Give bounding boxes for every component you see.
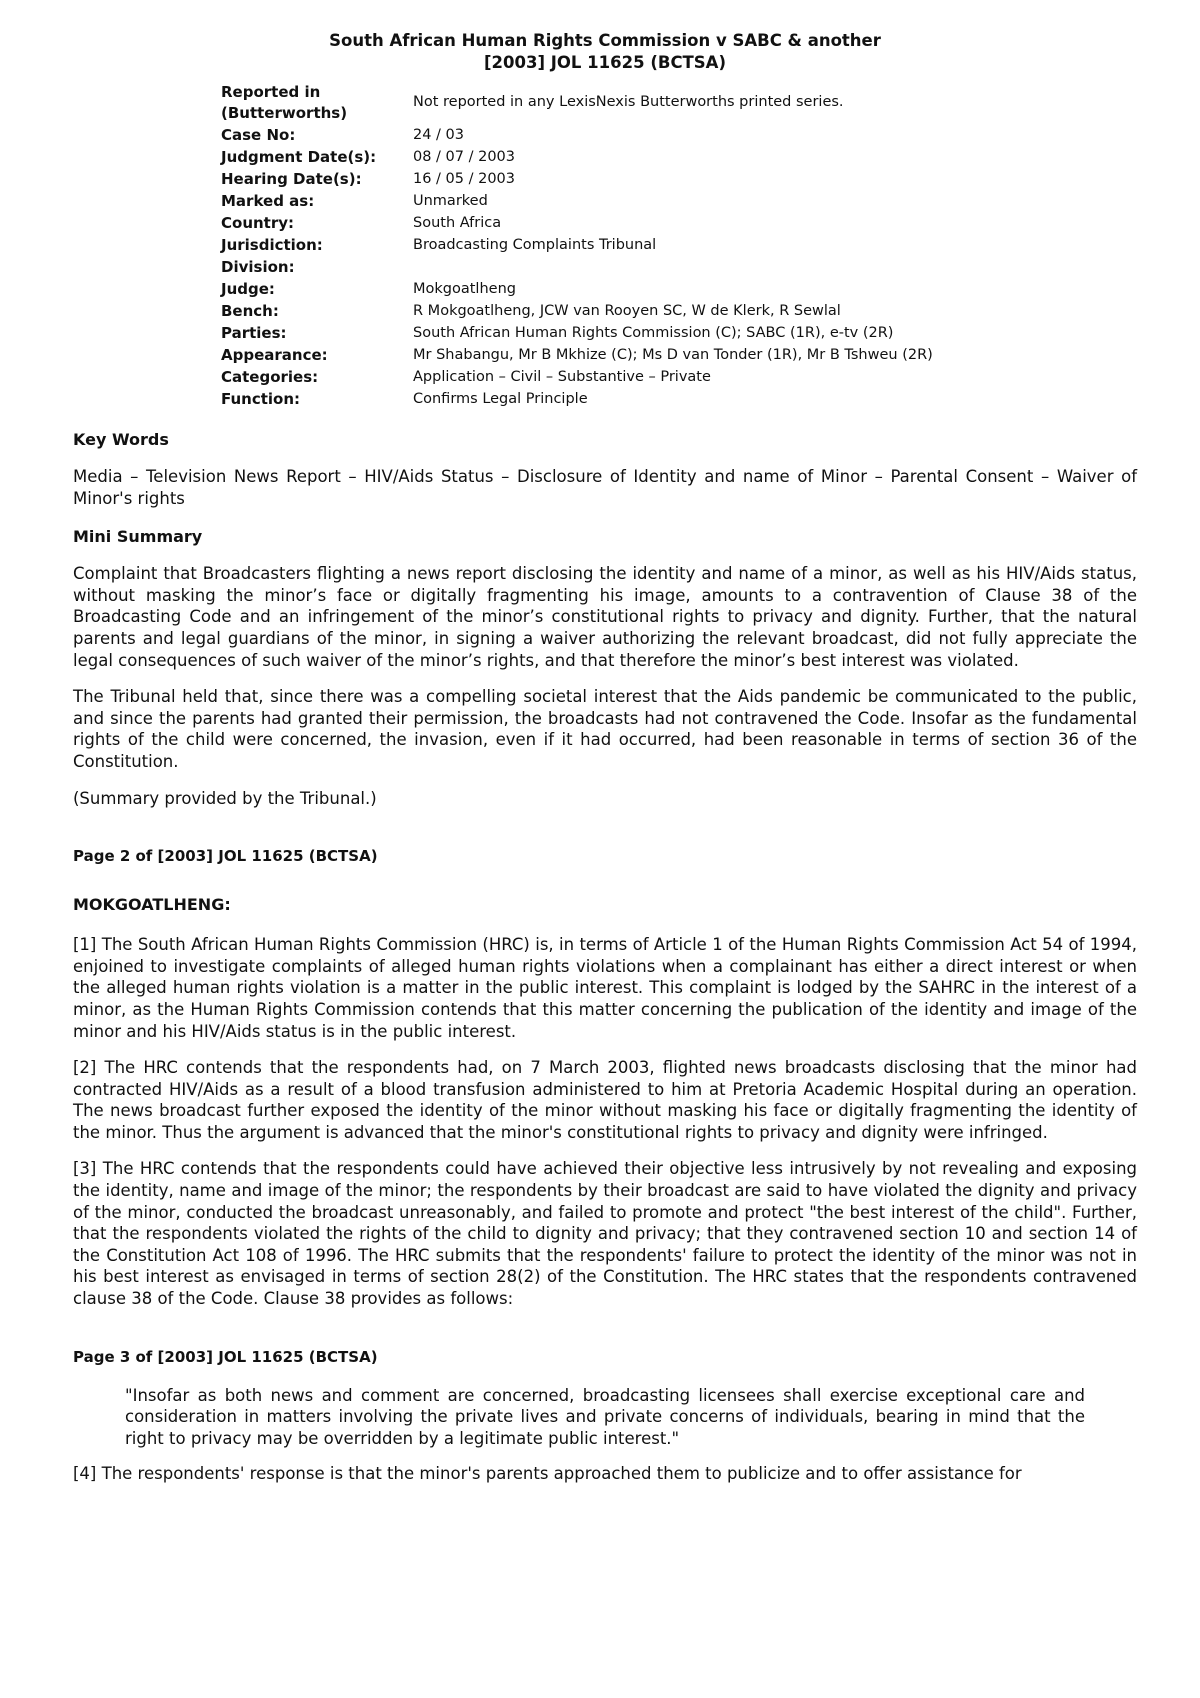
meta-key: Categories: — [221, 368, 319, 386]
judgment-paragraph: [1] The South African Human Rights Commission (HRC) is, in terms of Article 1 of the Human Rights Commission Act 54 of 1994, enjoined to investigate complaints of alleged human rights violations when a complainant has either a direct interest or when the alleged human rights violation is a matter in the public interest. This complaint is lodged by the SAHRC in the interest of a minor, as the Human Rights Commission contends that this matter concerning the publication of the identity and image of the minor and his HIV/Aids status is in the public interest. — [73, 935, 1137, 1041]
meta-row-hearing-date — [221, 169, 988, 191]
judge-heading: MOKGOATLHENG: — [73, 895, 231, 915]
meta-row-jurisdiction — [221, 235, 988, 257]
meta-value: R Mokgoatlheng, JCW van Rooyen SC, W de Klerk, R Sewlal — [413, 303, 841, 319]
meta-row-reported — [221, 82, 988, 125]
meta-row-categories — [221, 367, 988, 389]
judgment-paragraph: [2] The HRC contends that the respondents had, on 7 March 2003, flighted news broadcasts disclosing that the minor had contracted HIV/Aids as a result of a blood transfusion administered to him at Pretoria Academic Hospital during an operation. The news broadcast further exposed the identity of the minor without masking his face or digitally fragmenting the identity of the minor. Thus the argument is advanced that the minor's constitutional rights to privacy and dignity were infringed. — [73, 1058, 1137, 1142]
meta-key: Case No: — [221, 126, 296, 144]
meta-row-parties — [221, 323, 988, 345]
meta-row-division — [221, 257, 988, 279]
meta-row-case-no — [221, 125, 988, 147]
key-words-text: Media – Television News Report – HIV/Aids Status – Disclosure of Identity and name of Minor – Parental Consent – Waiver of Minor's rights — [73, 467, 1137, 508]
meta-value: Not reported in any LexisNexis Butterworths printed series. — [413, 94, 844, 110]
judgment-paragraph: [4] The respondents' response is that the minor's parents approached them to publicize and to offer assistance for — [73, 1464, 1022, 1484]
meta-row-marked-as — [221, 191, 988, 213]
meta-key: Reported in (Butterworths) — [221, 83, 348, 122]
meta-key: Bench: — [221, 302, 279, 320]
meta-key: Appearance: — [221, 346, 328, 364]
case-citation: [2003] JOL 11625 (BCTSA) — [484, 53, 726, 72]
meta-row-judge — [221, 279, 988, 301]
summary-note: (Summary provided by the Tribunal.) — [73, 788, 377, 808]
meta-key: Country: — [221, 214, 295, 232]
case-title-line1: South African Human Rights Commission v SABC & another — [329, 31, 881, 50]
meta-row-bench — [221, 301, 988, 323]
meta-row-country — [221, 213, 988, 235]
page-header: Page 3 of [2003] JOL 11625 (BCTSA) — [73, 1347, 378, 1366]
document-page — [73, 30, 1137, 1485]
meta-key: Parties: — [221, 324, 287, 342]
meta-value: Unmarked — [413, 193, 488, 209]
meta-value: South African Human Rights Commission (C); SABC (1R), e-tv (2R) — [413, 325, 894, 341]
meta-key: Judge: — [221, 280, 275, 298]
meta-key: Marked as: — [221, 192, 315, 210]
meta-value: 16 / 05 / 2003 — [413, 171, 516, 187]
case-title — [73, 30, 1137, 74]
meta-key: Division: — [221, 258, 295, 276]
page-header: Page 2 of [2003] JOL 11625 (BCTSA) — [73, 847, 378, 866]
meta-value — [413, 257, 988, 279]
block-quote: "Insofar as both news and comment are concerned, broadcasting licensees shall exercise exceptional care and consideration in matters involving the private lives and private concerns of individuals, bearing in mind that the right to privacy may be overridden by a legitimate public interest." — [125, 1385, 1085, 1448]
meta-key: Judgment Date(s): — [221, 148, 377, 166]
meta-value: 08 / 07 / 2003 — [413, 149, 516, 165]
meta-value: South Africa — [413, 215, 502, 231]
meta-value: Confirms Legal Principle — [413, 391, 588, 407]
meta-row-appearance — [221, 345, 988, 367]
meta-value: 24 / 03 — [413, 127, 465, 143]
meta-key: Hearing Date(s): — [221, 170, 362, 188]
key-words-heading: Key Words — [73, 430, 169, 449]
meta-key: Function: — [221, 390, 301, 408]
mini-summary-paragraph: Complaint that Broadcasters flighting a news report disclosing the identity and name of a minor, as well as his HIV/Aids status, without masking the minor’s face or digitally fragmenting his image, amounts to a contravention of Clause 38 of the Broadcasting Code and an infringement of the minor’s constitutional rights to privacy and dignity. Further, that the natural parents and legal guardians of the minor, in signing a waiver authorizing the relevant broadcast, did not fully appreciate the legal consequences of such waiver of the minor’s rights, and that therefore the minor’s best interest was violated. — [73, 564, 1137, 670]
mini-summary-paragraph: The Tribunal held that, since there was a compelling societal interest that the Aids pandemic be communicated to the public, and since the parents had granted their permission, the broadcasts had not contravened the Code. Insofar as the fundamental rights of the child were concerned, the invasion, even if it had occurred, had been reasonable in terms of section 36 of the Constitution. — [73, 687, 1137, 771]
mini-summary-heading: Mini Summary — [73, 527, 203, 547]
meta-row-function — [221, 389, 988, 411]
meta-value: Broadcasting Complaints Tribunal — [413, 237, 657, 253]
meta-value: Mr Shabangu, Mr B Mkhize (C); Ms D van Tonder (1R), Mr B Tshweu (2R) — [413, 347, 933, 363]
meta-value: Mokgoatlheng — [413, 281, 516, 297]
meta-key: Jurisdiction: — [221, 236, 323, 254]
judgment-paragraph: [3] The HRC contends that the respondents could have achieved their objective less intrusively by not revealing and exposing the identity, name and image of the minor; the respondents by their broadcast are said to have violated the dignity and privacy of the minor, conducted the broadcast unreasonably, and failed to promote and protect "the best interest of the child". Further, that the respondents violated the rights of the child to dignity and privacy; that they contravened section 10 and section 14 of the Constitution Act 108 of 1996. The HRC submits that the respondents' failure to protect the identity of the minor was not in his best interest as envisaged in terms of section 28(2) of the Constitution. The HRC states that the respondents contravened clause 38 of the Code. Clause 38 provides as follows: — [73, 1159, 1137, 1309]
meta-value: Application – Civil – Substantive – Private — [413, 369, 711, 385]
case-metadata-table — [221, 82, 988, 411]
meta-row-judgment-date — [221, 147, 988, 169]
